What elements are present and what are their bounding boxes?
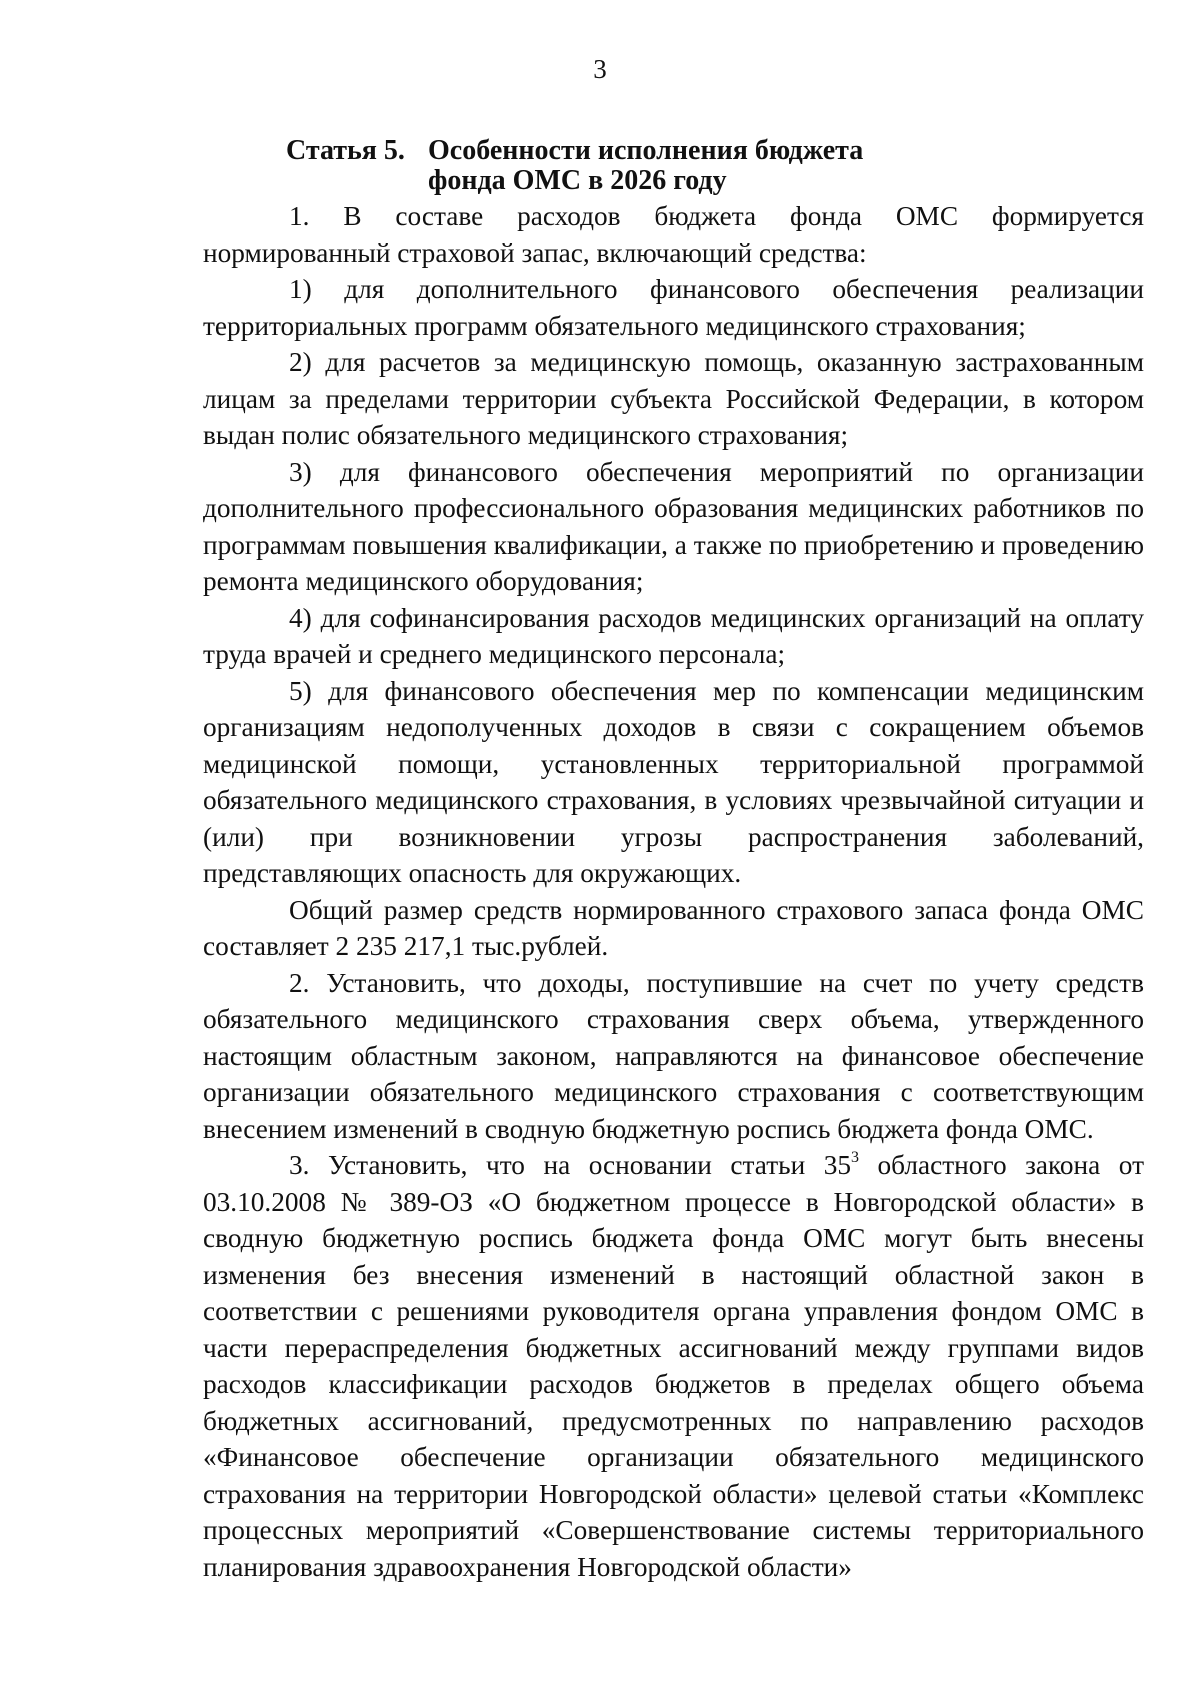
article-superscript: 3 (851, 1149, 860, 1166)
paragraph-1-item-4: 4) для софинансирования расходов медицинских организаций на оплату труда врачей и среднего медицинского персонала; (203, 602, 1144, 669)
article-title-line-1: Особенности исполнения бюджета (428, 135, 864, 166)
article-body (203, 198, 1144, 1585)
article-label: Статья 5. (286, 135, 405, 166)
paragraph-2: 2. Установить, что доходы, поступившие на счет по учету средств обязательного медицинского страхования сверх объема, утвержденного настоящим областным законом, направляются на финансовое обеспечение организации обязательного медицинского страхования с соответствующим внесением изменений в сводную бюджетную роспись бюджета фонда ОМС. (203, 967, 1144, 1144)
article-heading (286, 136, 863, 196)
paragraph-1-item-1: 1) для дополнительного финансового обеспечения реализации территориальных программ обязательного медицинского страхования; (203, 274, 1144, 341)
paragraph-3-start: 3. Установить, что на основании статьи 35 (289, 1150, 852, 1180)
article-title-line-2: фонда ОМС в 2026 году (428, 165, 727, 196)
page-number: 3 (593, 54, 607, 84)
paragraph-1-item-3: 3) для финансового обеспечения мероприятий по организации дополнительного профессионального образования медицинских работников по программам повышения квалификации, а также по приобретению и проведению ремонта медицинского оборудования; (203, 456, 1144, 596)
paragraph-1-item-2: 2) для расчетов за медицинскую помощь, оказанную застрахованным лицам за пределами территории субъекта Российской Федерации, в котором выдан полис обязательного медицинского страхования; (203, 347, 1144, 450)
paragraph-3 (203, 1147, 1144, 1585)
paragraph-1-item-5: 5) для финансового обеспечения мер по компенсации медицинским организациям недополученных доходов в связи с сокращением объемов медицинской помощи, установленных территориальной программой обязательного медицинского страхования, в условиях чрезвычайной ситуации и (или) при возникновении угрозы распространения заболеваний, представляющих опасность для окружающих. (203, 675, 1144, 888)
paragraph-1: 1. В составе расходов бюджета фонда ОМС формируется нормированный страховой запас, включающий средства: (203, 201, 1144, 268)
article-heading-line-2 (286, 166, 863, 196)
paragraph-3-rest: областного закона от 03.10.2008 № 389-ОЗ «О бюджетном процессе в Новгородской области» в сводную бюджетную роспись бюджета фонда ОМС могут быть внесены изменения без внесения изменений в настоящий областной закон в соответствии с решениями руководителя органа управления фондом ОМС в части перераспределения бюджетных ассигнований между группами видов расходов классификации расходов бюджетов в пределах общего объема бюджетных ассигнований, предусмотренных по направлению расходов «Финансовое обеспечение организации обязательного медицинского страхования на территории Новгородской области» целевой статьи «Комплекс процессных мероприятий «Совершенствование системы территориального планирования здравоохранения Новгородской области» (203, 1150, 1145, 1582)
article-heading-line-1 (286, 136, 863, 166)
paragraph-reserve-total: Общий размер средств нормированного страхового запаса фонда ОМС составляет 2 235 217,1 тыс.рублей. (203, 894, 1144, 961)
